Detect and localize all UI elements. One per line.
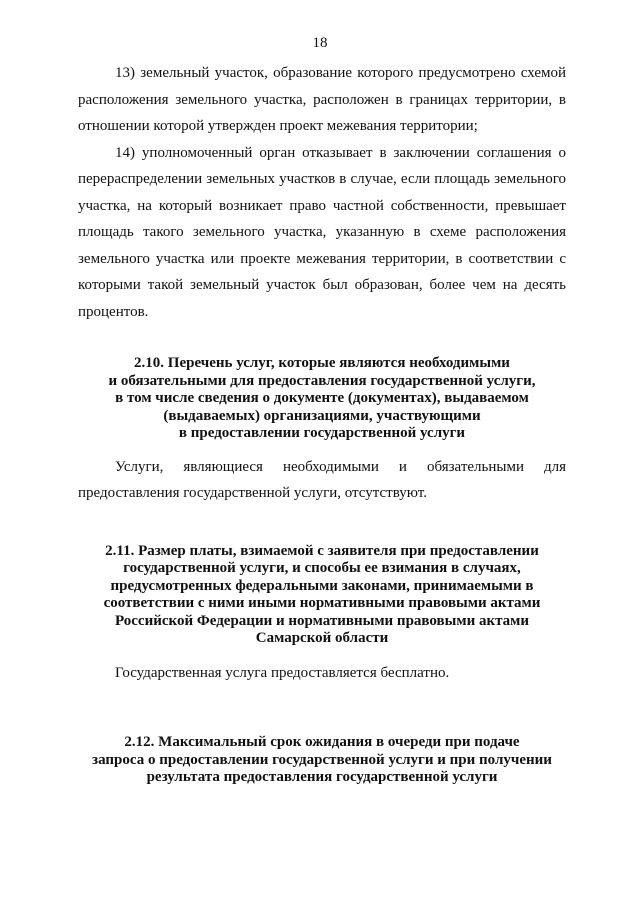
heading-line: соответствии с ними иными нормативными правовыми актами [103,595,541,611]
heading-line: 2.10. Перечень услуг, которые являются необходимыми [134,355,510,371]
heading-line: 2.12. Максимальный срок ожидания в очереди при подаче [124,734,520,750]
heading-line: и обязательными для предоставления государственной услуги, [108,372,536,389]
heading-line: результата предоставления государственной услуги [146,769,498,785]
heading-line: 2.11. Размер платы, взимаемой с заявителя при предоставлении [105,542,539,559]
list-item-13: 13) земельный участок, образование которого предусмотрено схемой расположения земельного участка, расположен в границах территории, в отношении которой утвержден проект межевания территории; [78,65,566,134]
heading-line: запроса о предоставлении государственной услуги и при получении [92,751,552,768]
heading-line: Самарской области [255,630,389,646]
section-heading-2-12 [78,734,566,787]
list-item-14: 14) уполномоченный орган отказывает в заключении соглашения о перераспределении земельных участков в случае, если площадь земельного участка, на который возникает право частной собственности, превышает площадь такого земельного участка, указанную в схеме расположения земельного участка или проекте межевания территории, в соответствии с которыми такой земельный участок был образован, более чем на десять процентов. [78,144,566,320]
heading-line: в том числе сведения о документе (документах), выдаваемом [115,390,529,406]
section-heading-2-10 [78,355,566,443]
section-text-2-11: Государственная услуга предоставляется бесплатно. [115,664,450,681]
heading-line: предусмотренных федеральными законами, принимаемыми в [110,577,534,594]
heading-line: в предоставлении государственной услуги [178,425,466,441]
heading-line: государственной услуги, и способы ее взимания в случаях, [123,560,521,576]
heading-line: Российской Федерации и нормативными правовыми актами [114,612,530,629]
section-heading-2-11 [78,543,566,648]
heading-line: (выдаваемых) организациями, участвующими [163,407,481,424]
section-text-2-10: Услуги, являющиеся необходимыми и обязательными для предоставления государственной услуги, отсутствуют. [78,458,566,501]
page-number: 18 [312,35,328,51]
page-body [78,60,566,787]
